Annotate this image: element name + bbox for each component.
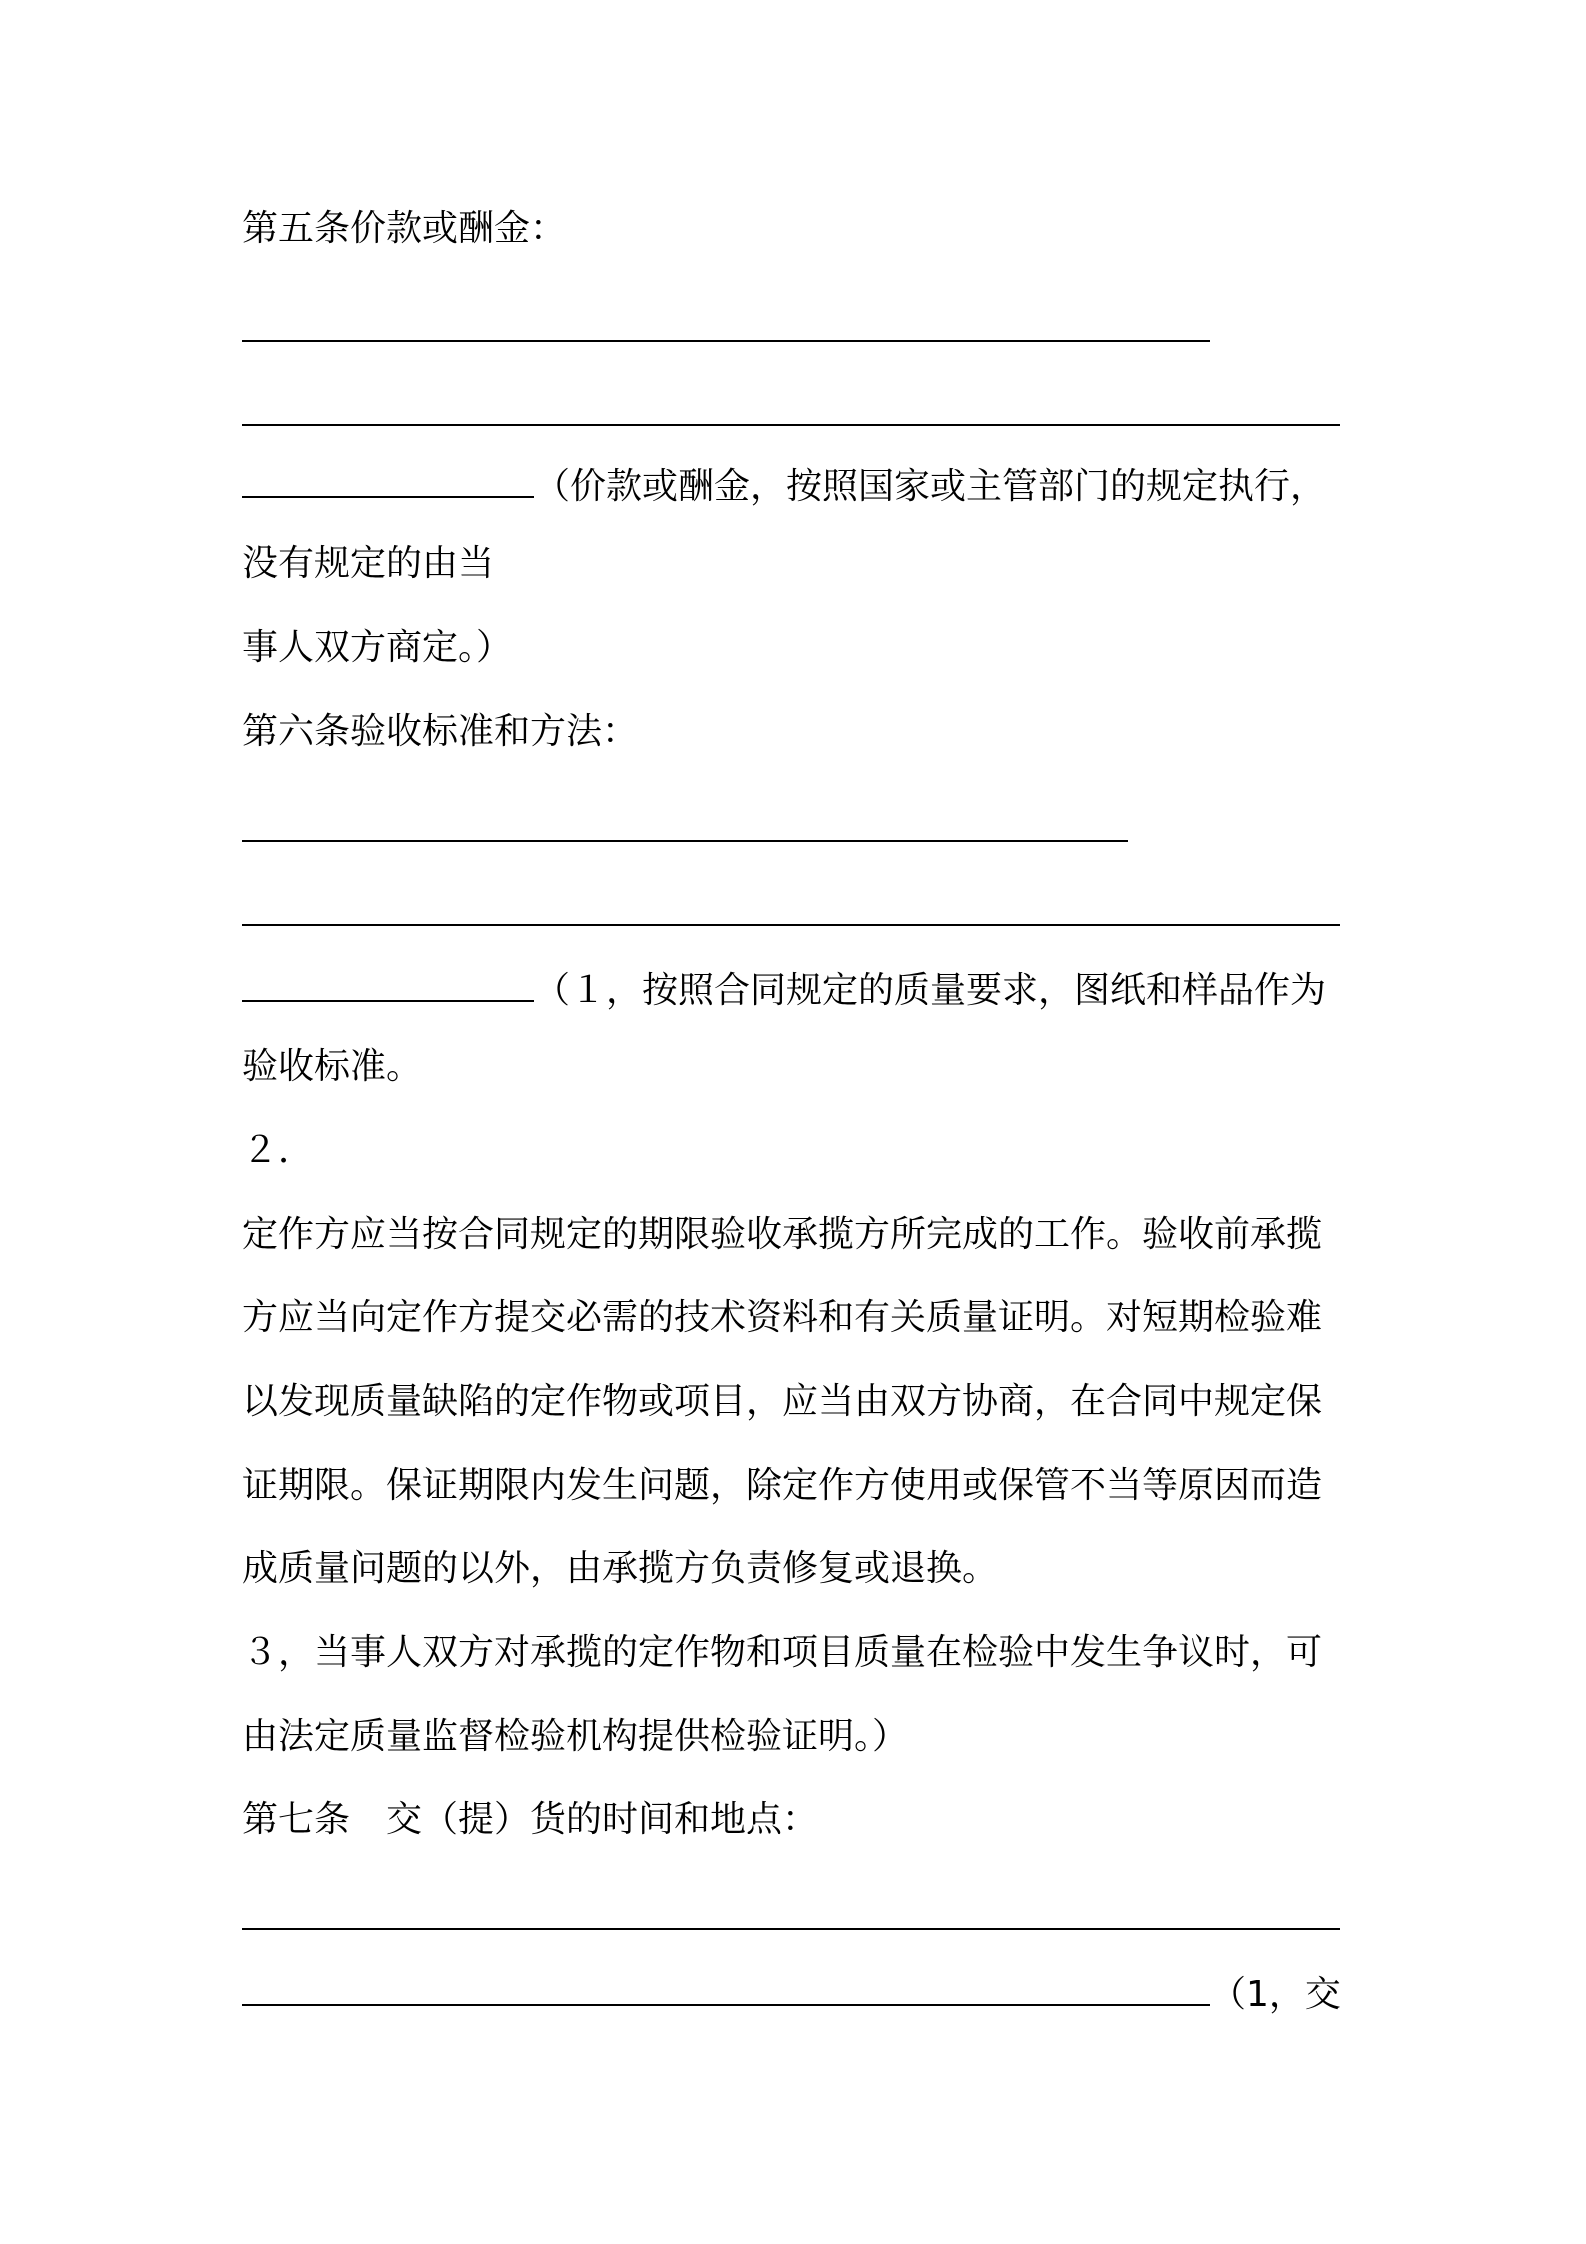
fill-in-blank bbox=[242, 884, 1340, 939]
article-6-item-2-line: 方应当向定作方提交必需的技术资料和有关质量证明。对短期检验难 bbox=[242, 1297, 1323, 1338]
article-7-heading: 第七条 交（提）货的时间和地点： bbox=[242, 1799, 819, 1840]
article-6-note-line bbox=[242, 960, 1326, 1015]
article-6-item-2-line: 证期限。保证期限内发生问题，除定作方使用或保管不当等原因而造 bbox=[242, 1465, 1323, 1506]
article-6-item-1-text: （１，按照合同规定的质量要求，图纸和样品作为 bbox=[534, 970, 1327, 1011]
blank-line bbox=[242, 800, 1128, 842]
fill-in-blank bbox=[242, 384, 1340, 439]
article-5-heading: 第五条价款或酬金： bbox=[242, 208, 567, 249]
blank-line bbox=[242, 960, 534, 1002]
article-7-note-line bbox=[242, 1964, 1341, 2019]
blank-line bbox=[242, 1964, 1210, 2006]
blank-line bbox=[242, 456, 534, 498]
article-5-note-continued: 没有规定的由当 bbox=[242, 543, 495, 584]
article-6-item-2-line: 以发现质量缺陷的定作物或项目，应当由双方协商，在合同中规定保 bbox=[242, 1381, 1323, 1422]
article-6-item-3-line: 由法定质量监督检验机构提供检验证明。） bbox=[242, 1716, 909, 1757]
blank-line bbox=[242, 884, 1340, 926]
article-6-item-2-number: ２． bbox=[242, 1130, 315, 1171]
article-6-item-3-line: ３，当事人双方对承揽的定作物和项目质量在检验中发生争议时，可 bbox=[242, 1632, 1323, 1673]
article-7-note-start: （1，交 bbox=[1210, 1974, 1341, 2015]
article-5-note-line bbox=[242, 456, 1326, 511]
article-5-note-end: 事人双方商定。） bbox=[242, 627, 513, 668]
article-6-item-2-line: 成质量问题的以外，由承揽方负责修复或退换。 bbox=[242, 1548, 999, 1589]
blank-line bbox=[242, 1888, 1340, 1930]
fill-in-blank bbox=[242, 800, 1128, 855]
blank-line bbox=[242, 300, 1210, 342]
article-5-note-text: （价款或酬金，按照国家或主管部门的规定执行， bbox=[534, 466, 1327, 507]
article-6-item-2-line: 定作方应当按合同规定的期限验收承揽方所完成的工作。验收前承揽 bbox=[242, 1214, 1323, 1255]
article-6-heading: 第六条验收标准和方法： bbox=[242, 711, 639, 752]
fill-in-blank bbox=[242, 300, 1210, 355]
fill-in-blank bbox=[242, 1888, 1340, 1943]
blank-line bbox=[242, 384, 1340, 426]
article-6-item-1-end: 验收标准。 bbox=[242, 1046, 423, 1087]
